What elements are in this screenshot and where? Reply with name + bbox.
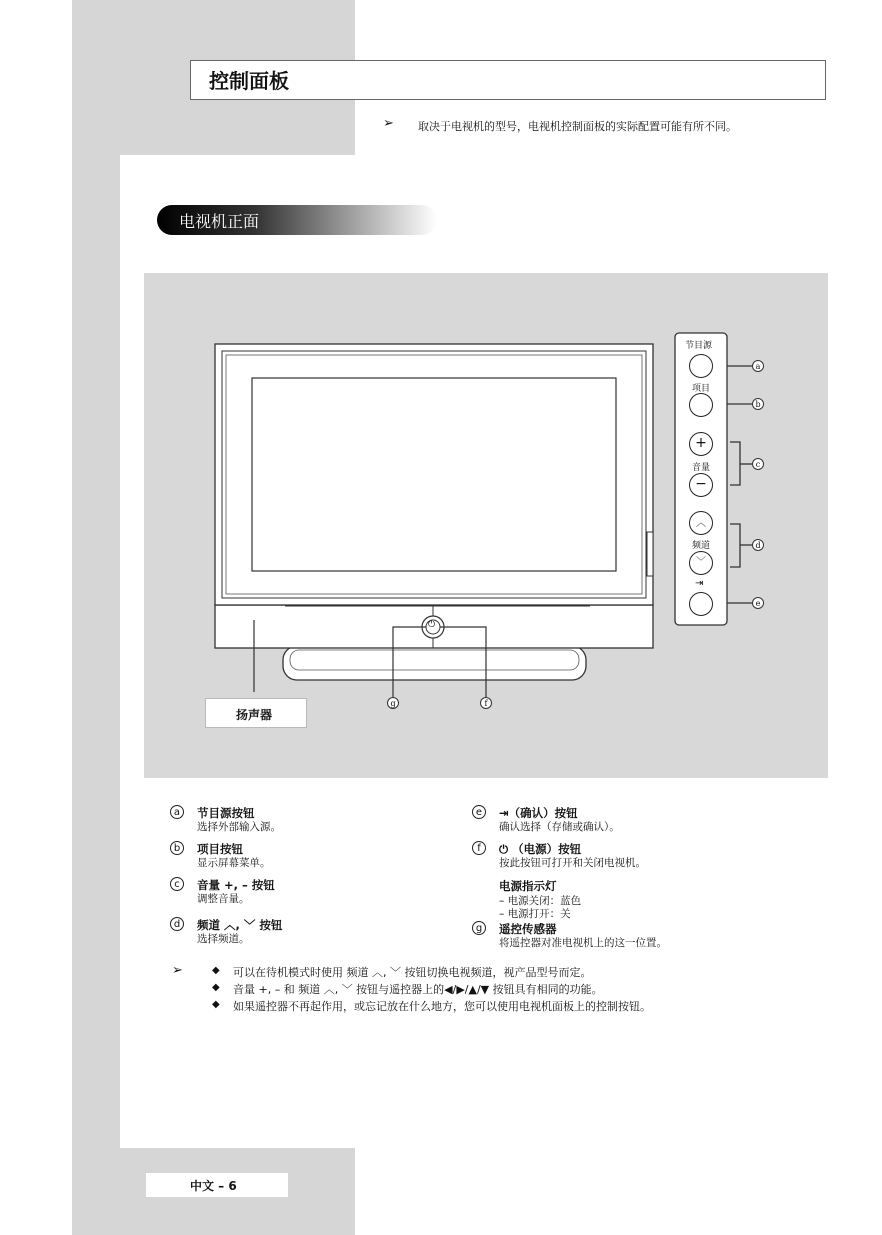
marker-f: f (472, 841, 486, 855)
note-bullet-icon: ◆ (212, 982, 220, 993)
item-g-title: 遥控传感器 (499, 922, 557, 936)
item-c-desc: 调整音量。 (197, 893, 250, 905)
power-indicator-off: – 电源关闭：蓝色 (499, 895, 582, 907)
volume-down-button[interactable] (689, 473, 713, 497)
marker-a: a (170, 805, 184, 819)
page-number: 中文 – 6 (190, 1179, 237, 1193)
note-1: 可以在待机模式时使用 频道 ︿, ﹀ 按钮切换电视频道，视产品型号而定。 (233, 966, 592, 979)
callout-e: e (752, 597, 764, 609)
volume-up-button[interactable] (689, 432, 713, 456)
channel-label: 频道 (692, 541, 711, 551)
note-arrow-icon: ➢ (383, 116, 394, 131)
item-a-desc: 选择外部输入源。 (197, 821, 281, 833)
menu-label: 项目 (692, 384, 711, 394)
section-title: 电视机正面 (179, 212, 260, 231)
channel-up-button[interactable] (689, 511, 713, 535)
power-indicator-title: 电源指示灯 (499, 879, 557, 893)
marker-g: g (472, 921, 486, 935)
power-icon: ⏻ (428, 620, 436, 630)
item-d-desc: 选择频道。 (197, 933, 250, 945)
note-2: 音量 +, – 和 频道 ︿, ﹀ 按钮与遥控器上的◀/▶/▲/▼ 按钮具有相同的功能。 (233, 983, 603, 996)
speaker-label-box (205, 698, 307, 728)
marker-b: b (170, 841, 184, 855)
callout-c: c (752, 458, 764, 470)
enter-button[interactable] (689, 592, 713, 616)
volume-label: 音量 (692, 463, 711, 473)
power-indicator-on: – 电源打开：关 (499, 908, 571, 920)
chevron-down-icon: ﹀ (696, 557, 706, 568)
enter-icon: ⇥ (695, 578, 704, 589)
item-f-title: ⏻ （电源）按钮 (499, 842, 582, 856)
item-e-desc: 确认选择（存储或确认）。 (499, 821, 620, 833)
page-number-box (146, 1173, 288, 1197)
notes-arrow-icon: ➢ (172, 963, 183, 978)
callout-a: a (752, 360, 764, 372)
plus-icon: + (695, 435, 707, 451)
item-b-title: 项目按钮 (197, 842, 243, 856)
item-b-desc: 显示屏幕菜单。 (197, 857, 271, 869)
marker-e: e (472, 805, 486, 819)
callout-b: b (752, 398, 764, 410)
menu-button[interactable] (689, 393, 713, 417)
page-title: 控制面板 (209, 69, 289, 93)
item-f-desc: 按此按钮可打开和关闭电视机。 (499, 857, 646, 869)
note-3: 如果遥控器不再起作用，或忘记放在什么地方，您可以使用电视机面板上的控制按钮。 (233, 1000, 651, 1013)
chevron-up-icon: ︿ (696, 518, 706, 529)
item-a-title: 节目源按钮 (197, 806, 255, 820)
channel-down-button[interactable] (689, 551, 713, 575)
note-bullet-icon: ◆ (212, 965, 220, 976)
source-label: 节目源 (685, 341, 713, 351)
item-d-title: 频道 ︿, ﹀ 按钮 (197, 918, 283, 932)
note-bullet-icon: ◆ (212, 999, 220, 1010)
minus-icon: − (695, 476, 707, 492)
item-c-title: 音量 +, – 按钮 (197, 878, 275, 892)
item-g-desc: 将遥控器对准电视机上的这一位置。 (499, 937, 667, 949)
source-button[interactable] (689, 354, 713, 378)
callout-g: g (387, 697, 399, 709)
marker-d: d (170, 917, 184, 931)
marker-c: c (170, 877, 184, 891)
speaker-label: 扬声器 (236, 708, 273, 722)
callout-f: f (480, 697, 492, 709)
item-e-title: ⇥（确认）按钮 (499, 806, 578, 820)
intro-note: 取决于电视机的型号，电视机控制面板的实际配置可能有所不同。 (418, 120, 737, 133)
callout-d: d (752, 539, 764, 551)
